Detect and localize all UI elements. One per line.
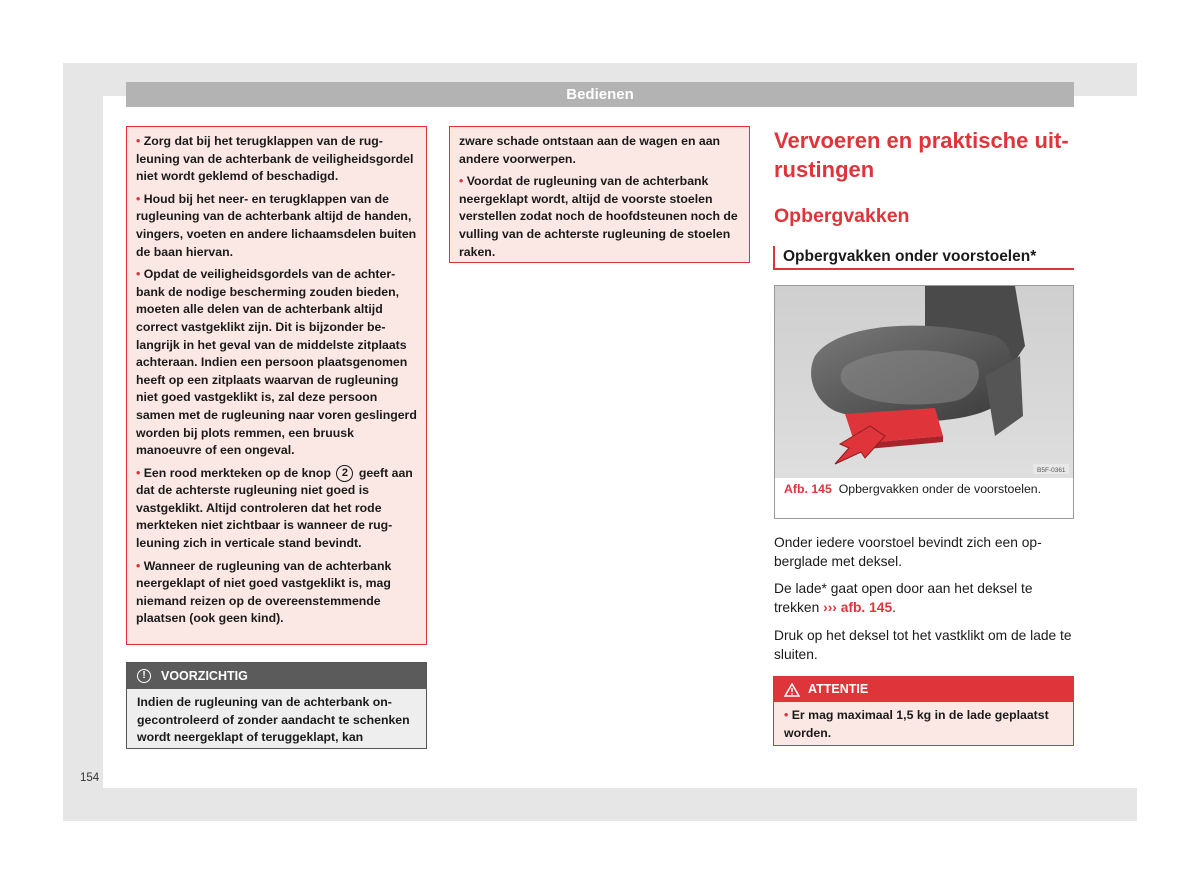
warning-box-continued (126, 126, 427, 645)
figure-145 (774, 285, 1074, 519)
warning-item: • Wanneer de rugleuning van de achterbank neergeklapt of niet goed vastgeklikt is, mag niemand reizen op de overeenstemmende plaatsen (ook geen kind). (136, 558, 392, 626)
warning-item: • Zorg dat bij het terugklappen van de rugleuning van de achterbank de veiligheidsgordel niet wordt geklemd of beschadigd. (136, 134, 414, 184)
exclamation-icon: ! (137, 669, 151, 683)
warning-triangle-icon (784, 683, 800, 697)
warning-box-continuation (449, 126, 750, 263)
caution-header: ! VOORZICHTIG (127, 663, 426, 689)
caution-text: Indien de rugleuning van de achterbank ongecontroleerd of zonder aandacht te schenken wordt neergeklapt of teruggeklapt, kan (137, 695, 410, 745)
figure-reference-link[interactable]: afb. 145 (840, 600, 893, 616)
caution-box (126, 662, 427, 749)
warning-item: • Voordat de rugleuning van de achterbank neergeklapt wordt, altijd de voorste stoelen verstellen zodat noch de hoofdsteunen noch de vulling van de achterste rugleuning de stoelen raken. (459, 174, 738, 259)
warning-item: • Opdat de veiligheidsgordels van de achterbank de nodige bescherming zouden bieden, moeten alle delen van de achterbank altijd correct vastgeklikt zijn. Dit is bijzonder belangrijk in het geval van de middelste zitplaats achteraan. Indien een persoon plaatsgenomen heeft op een zitplaats waarvan de rugleuning niet goed vastgeklikt is, zal deze persoon samen met de rugleuning naar voren geslingerd worden bij plots remmen, een bruusk manoeuvre of een ongeval. (136, 267, 417, 458)
attention-item: • Er mag maximaal 1,5 kg in de lade geplaatst worden. (784, 708, 1049, 740)
paragraph-3: Druk op het deksel tot het vastklikt om de lade te sluiten. (774, 628, 1072, 663)
topic-title: Opbergvakken onder voorstoelen* (773, 246, 1074, 270)
button-number-marker: 2 (336, 465, 353, 482)
figure-caption: Afb. 145 Opbergvakken onder de voorstoelen. (784, 482, 1042, 496)
seat-storage-drawer-illustration (775, 286, 1073, 478)
warning-continuation-text: zware schade ontstaan aan de wagen en aan andere voorwerpen. (459, 134, 721, 166)
attention-box (773, 676, 1074, 746)
attention-header: ATTENTIE (774, 677, 1073, 702)
reference-arrows: ››› (823, 600, 837, 616)
figure-label: Afb. 145 (784, 482, 832, 496)
warning-item: • Houd bij het neer- en terugklappen van de rugleuning van de achterbank altijd de handen, vingers, voeten en andere lichaamsdelen buiten de baan hiervan. (136, 191, 417, 259)
subsection-title: Opbergvakken (774, 205, 910, 227)
warning-item: • Een rood merkteken op de knop 2 geeft aan dat de achterste rugleuning niet goed is vastgeklikt. Altijd controleren dat het rode merkteken niet zichtbaar is wanneer de rugleuning zich in verticale stand bevindt. (136, 465, 413, 551)
chapter-header: Bedienen (126, 82, 1074, 107)
figure-code: B5F-0361 (1037, 467, 1066, 474)
page-number: 154 (80, 772, 100, 784)
paragraph-2: De lade* gaat open door aan het deksel te trekken ››› afb. 145. (774, 581, 1033, 616)
section-title: Vervoeren en praktische uitrustingen (774, 128, 1069, 182)
paragraph-1: Onder iedere voorstoel bevindt zich een opberglade met deksel. (774, 535, 1042, 570)
